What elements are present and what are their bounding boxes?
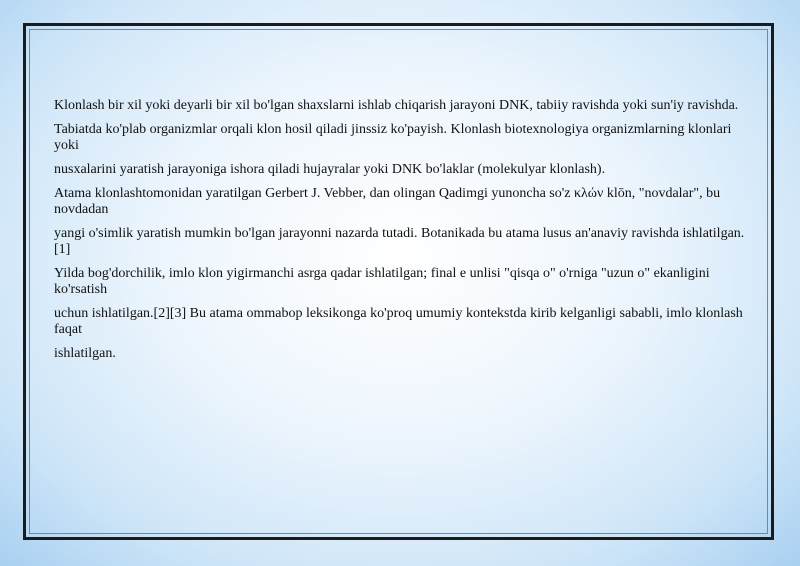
text-line-6: Yilda bog'dorchilik, imlo klon yigirmanchi asrga qadar ishlatilgan; final e unlisi "qisqa o" o'rniga "uzun o" ekanligini ko'rsatish [54, 266, 710, 297]
document-body [54, 98, 754, 370]
text-line-5: yangi o'simlik yaratish mumkin bo'lgan jarayonni nazarda tutadi. Botanikada bu atama lusus an'anaviy ravishda ishlatilgan.[1] [54, 226, 745, 257]
text-line-4: Atama klonlashtomonidan yaratilgan Gerbert J. Vebber, dan olingan Qadimgi yunoncha so'z κλών klōn, "novdalar", bu novdadan [54, 186, 721, 217]
text-line-3: nusxalarini yaratish jarayoniga ishora qiladi hujayralar yoki DNK bo'laklar (molekulyar klonlash). [54, 162, 606, 177]
text-line-1: Klonlash bir xil yoki deyarli bir xil bo'lgan shaxslarni ishlab chiqarish jarayoni DNK, tabiiy ravishda yoki sun'iy ravishda. [54, 98, 739, 113]
text-line-7: uchun ishlatilgan.[2][3] Bu atama ommabop leksikonga ko'proq umumiy kontekstda kirib kelganligi sababli, imlo klonlash faqat [54, 306, 743, 337]
text-line-2: Tabiatda ko'plab organizmlar orqali klon hosil qiladi jinssiz ko'payish. Klonlash biotexnologiya organizmlarning klonlari yoki [54, 122, 732, 153]
text-line-8: ishlatilgan. [54, 346, 116, 361]
